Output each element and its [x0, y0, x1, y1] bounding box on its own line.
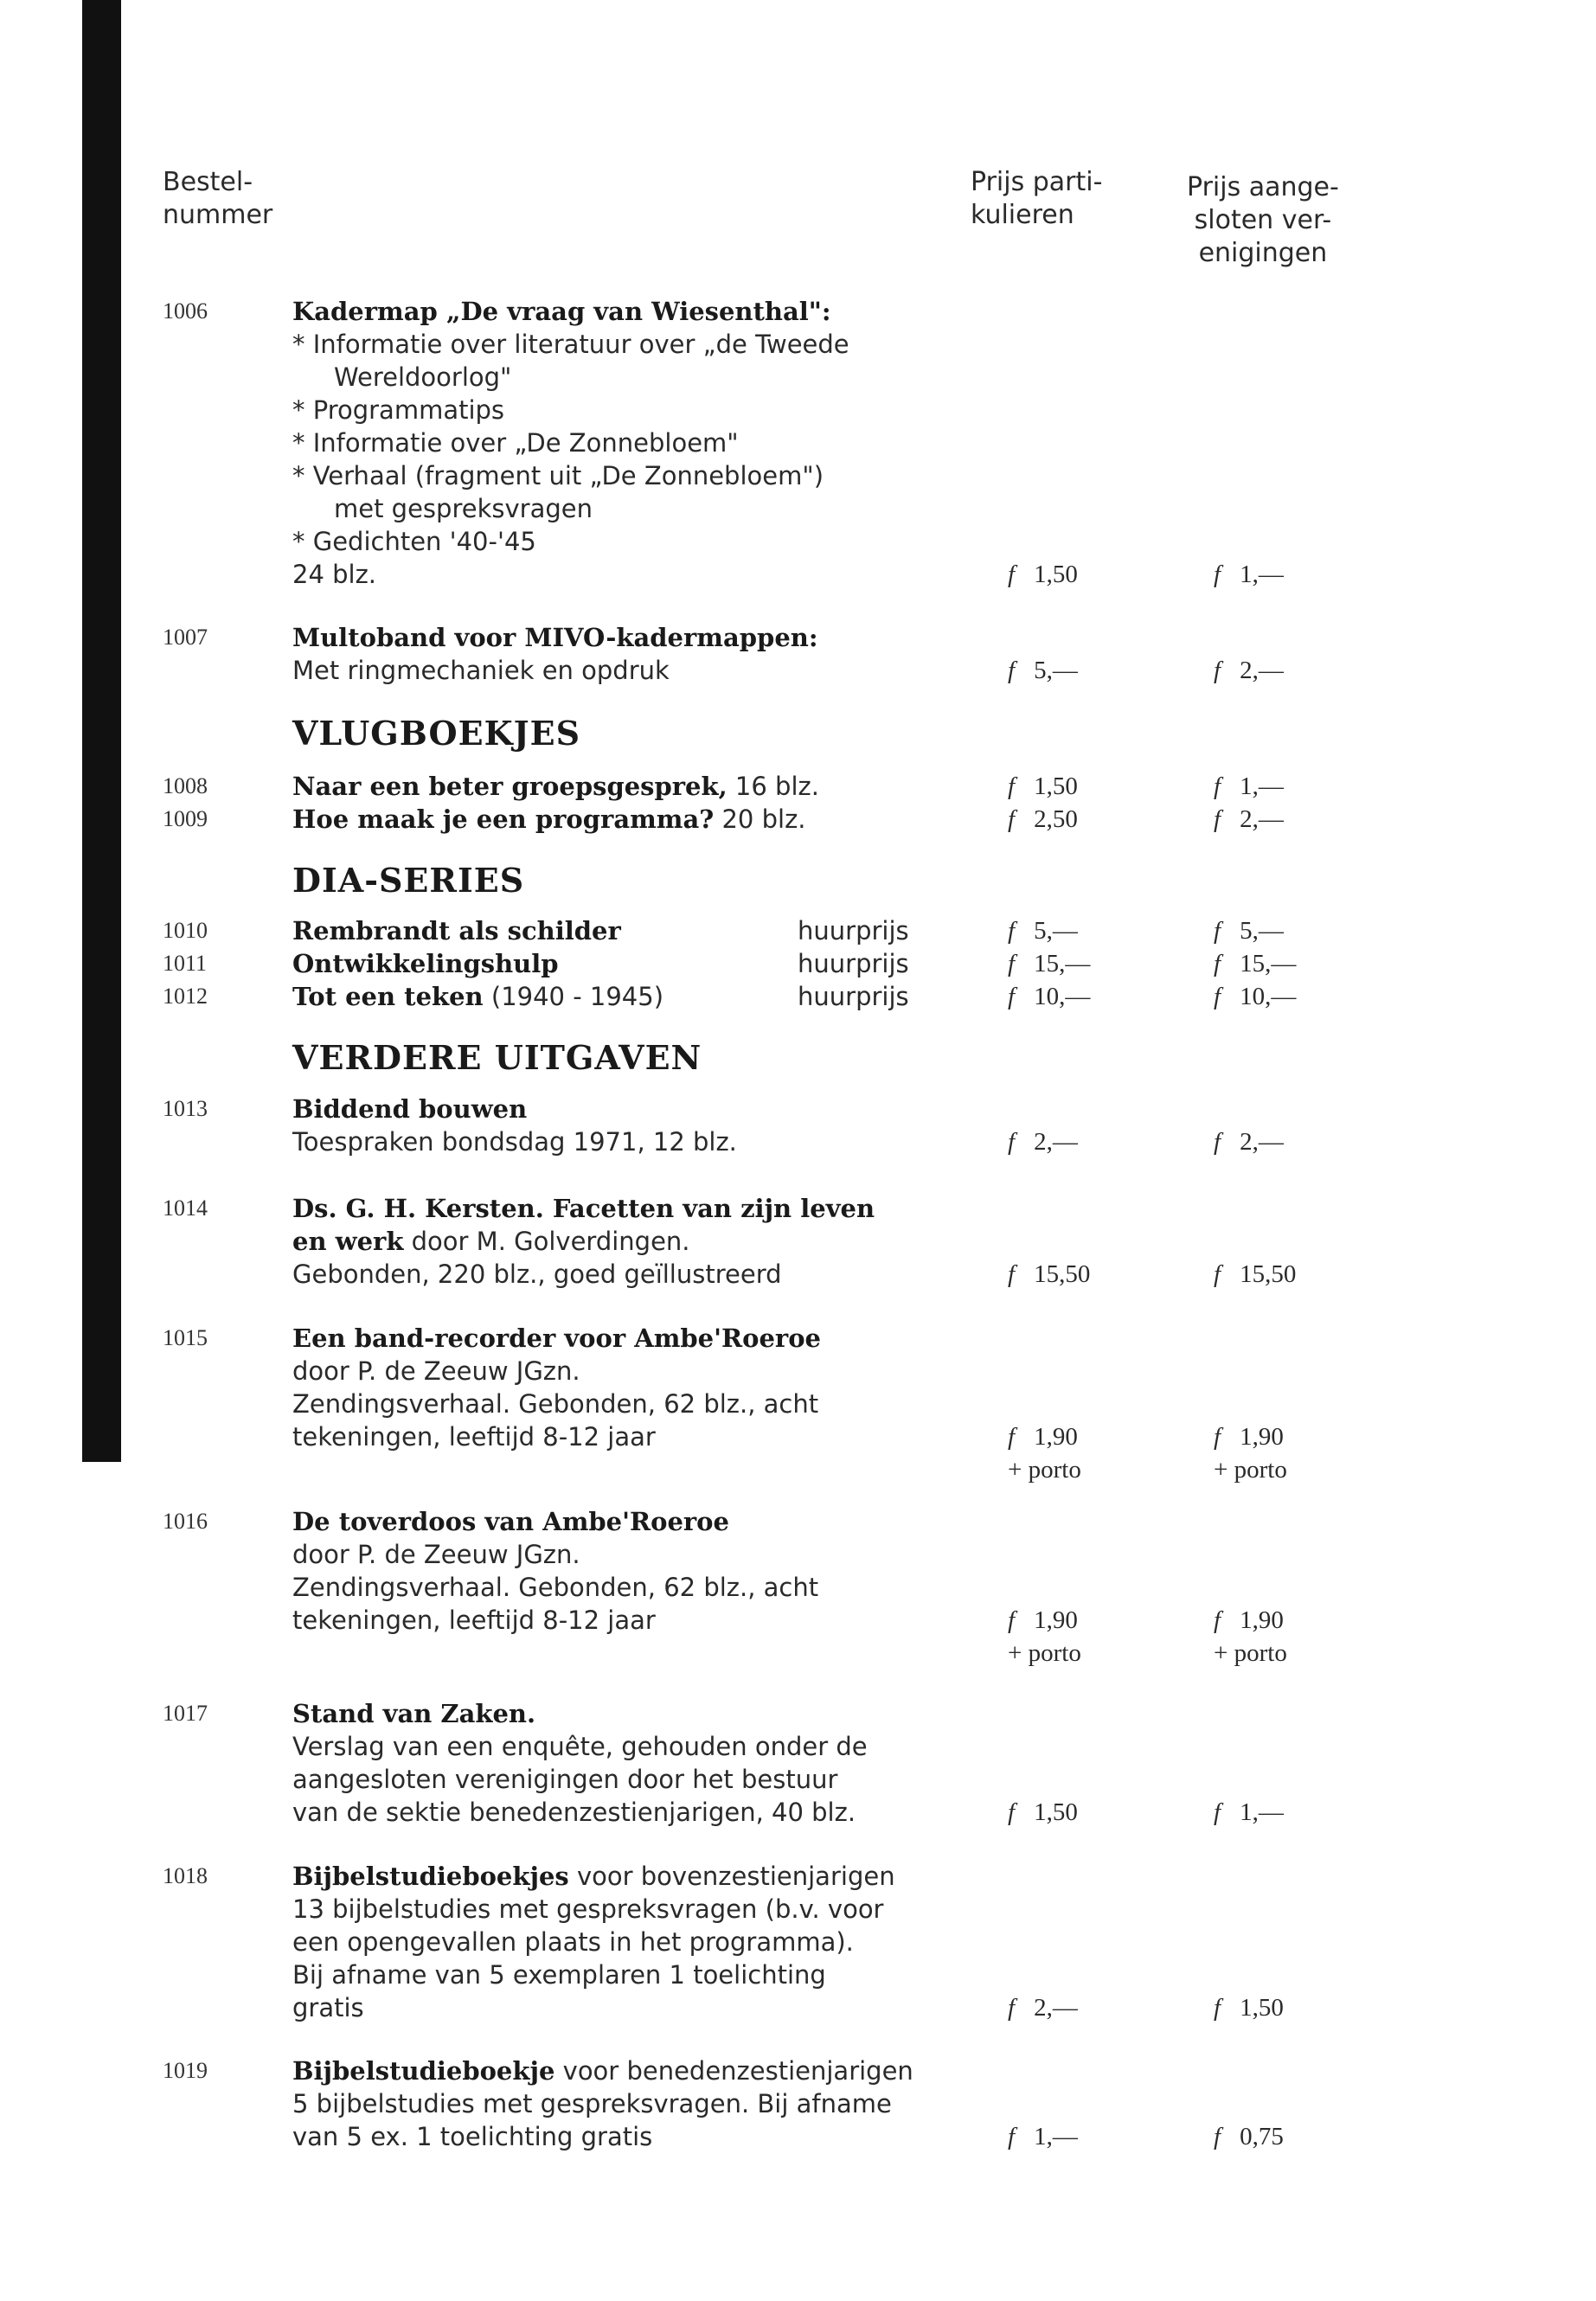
- item-line: Zendingsverhaal. Gebonden, 62 blz., acht: [292, 1389, 819, 1419]
- price-assoc: [1214, 1604, 1284, 1637]
- item-1019: [0, 2054, 1596, 2087]
- price-value: 5,—: [1034, 917, 1078, 945]
- currency-symbol: f: [1214, 1128, 1221, 1156]
- price-assoc: [1214, 1258, 1296, 1291]
- item-title: Een band-recorder voor Ambe'Roeroe: [292, 1324, 821, 1353]
- item-number: 1006: [163, 298, 208, 324]
- item-title: Hoe maak je een programma?: [292, 804, 715, 834]
- price-private: [1008, 1796, 1078, 1829]
- item-author: door M. Golverdingen.: [411, 1227, 690, 1256]
- item-line: een opengevallen plaats in het programma).: [292, 1927, 854, 1957]
- header-order-number-line1: Bestel-: [163, 167, 253, 197]
- item-years: (1940 - 1945): [490, 982, 664, 1011]
- price-assoc: [1214, 558, 1284, 591]
- item-line: gratis: [292, 1993, 364, 2022]
- price-value: 15,—: [1240, 950, 1297, 977]
- item-title-continued: en werk: [292, 1227, 404, 1256]
- item-1009: [0, 803, 1596, 836]
- item-1007: [0, 621, 1596, 654]
- price-value: 2,—: [1034, 1128, 1078, 1156]
- item-title: Tot een teken: [292, 982, 484, 1011]
- item-number: 1008: [163, 773, 208, 798]
- item-title: Stand van Zaken.: [292, 1699, 536, 1728]
- item-number: 1014: [163, 1195, 208, 1221]
- price-assoc: [1214, 1420, 1284, 1453]
- item-title: Naar een beter groepsgesprek,: [292, 772, 727, 801]
- item-audience: voor benedenzestienjarigen: [562, 2056, 913, 2086]
- price-assoc: [1214, 914, 1284, 947]
- header-order-number: [163, 166, 272, 232]
- price-private: [1008, 1991, 1078, 2024]
- item-number: 1019: [163, 2058, 208, 2083]
- price-value: 2,—: [1034, 1994, 1078, 2022]
- currency-symbol: f: [1214, 1423, 1221, 1451]
- price-value: 15,50: [1034, 1260, 1091, 1288]
- rental-note: huurprijs: [798, 916, 909, 945]
- currency-symbol: f: [1008, 983, 1016, 1010]
- price-value: 1,—: [1240, 1798, 1284, 1826]
- item-line: * Programmatips: [292, 395, 505, 425]
- price-assoc: [1214, 770, 1284, 803]
- item-number: 1013: [163, 1096, 208, 1121]
- item-line: Met ringmechaniek en opdruk: [292, 656, 670, 685]
- price-private: [1008, 1604, 1078, 1637]
- item-line: * Verhaal (fragment uit „De Zonnebloem"): [292, 461, 824, 490]
- item-number: 1012: [163, 984, 208, 1009]
- item-line: 5 bijbelstudies met gespreksvragen. Bij afname: [292, 2089, 892, 2118]
- header-price-assoc: [1187, 171, 1339, 270]
- currency-symbol: f: [1008, 950, 1016, 977]
- currency-symbol: f: [1214, 2123, 1221, 2150]
- item-pages: 20 blz.: [721, 804, 806, 834]
- item-number: 1007: [163, 625, 208, 650]
- item-1016: [0, 1505, 1596, 1538]
- price-value: 5,—: [1034, 657, 1078, 684]
- item-number: 1018: [163, 1863, 208, 1888]
- item-line: Gebonden, 220 blz., goed geïllustreerd: [292, 1259, 782, 1289]
- currency-symbol: f: [1008, 805, 1016, 833]
- price-value: 10,—: [1034, 983, 1091, 1010]
- price-value: 1,50: [1240, 1994, 1284, 2022]
- item-title: Rembrandt als schilder: [292, 916, 621, 945]
- currency-symbol: f: [1214, 805, 1221, 833]
- price-private: [1008, 803, 1078, 836]
- header-price-private-line2: kulieren: [971, 200, 1074, 230]
- price-value: 1,90: [1240, 1423, 1284, 1451]
- price-private: [1008, 947, 1090, 980]
- currency-symbol: f: [1214, 917, 1221, 945]
- item-line: Wereldoorlog": [334, 362, 512, 392]
- postage-note: + porto: [1008, 1456, 1081, 1484]
- currency-symbol: f: [1214, 657, 1221, 684]
- item-1014: [0, 1192, 1596, 1225]
- item-line: aangesloten verenigingen door het bestuur: [292, 1765, 838, 1794]
- item-line: door P. de Zeeuw JGzn.: [292, 1356, 580, 1386]
- header-price-private-line1: Prijs parti-: [971, 167, 1103, 197]
- currency-symbol: f: [1214, 561, 1221, 588]
- section-heading-verdere-uitgaven: VERDERE UITGAVEN: [292, 1038, 702, 1077]
- price-private: [1008, 914, 1078, 947]
- currency-symbol: f: [1008, 1423, 1016, 1451]
- item-title: Biddend bouwen: [292, 1094, 528, 1124]
- currency-symbol: f: [1214, 983, 1221, 1010]
- price-assoc: [1214, 654, 1284, 687]
- header-price-private: [971, 166, 1102, 232]
- currency-symbol: f: [1008, 1798, 1016, 1826]
- price-assoc: [1214, 947, 1296, 980]
- item-line: 24 blz.: [292, 560, 377, 589]
- price-assoc: [1214, 803, 1284, 836]
- price-value: 1,—: [1034, 2123, 1078, 2150]
- price-value: 2,—: [1240, 657, 1284, 684]
- item-pages: 16 blz.: [734, 772, 819, 801]
- item-line: Zendingsverhaal. Gebonden, 62 blz., acht: [292, 1573, 819, 1602]
- item-line: Verslag van een enquête, gehouden onder de: [292, 1732, 868, 1761]
- price-value: 1,90: [1034, 1423, 1078, 1451]
- price-value: 1,90: [1034, 1606, 1078, 1634]
- item-1015: [0, 1322, 1596, 1355]
- price-private: [1008, 770, 1078, 803]
- section-heading-dia-series: DIA-SERIES: [292, 861, 525, 900]
- item-1018: [0, 1860, 1596, 1893]
- price-private: [1008, 2120, 1078, 2153]
- item-title: Ontwikkelingshulp: [292, 949, 559, 978]
- currency-symbol: f: [1214, 950, 1221, 977]
- price-assoc: [1214, 980, 1296, 1013]
- section-heading-vlugboekjes: VLUGBOEKJES: [292, 714, 581, 753]
- item-title: Kadermap „De vraag van Wiesenthal":: [292, 297, 831, 326]
- price-assoc: [1214, 1991, 1284, 2024]
- price-assoc: [1214, 2120, 1284, 2153]
- price-value: 1,—: [1240, 772, 1284, 800]
- header-price-assoc-line3: enigingen: [1198, 238, 1328, 268]
- price-private: [1008, 654, 1078, 687]
- currency-symbol: f: [1214, 1798, 1221, 1826]
- item-line: Toespraken bondsdag 1971, 12 blz.: [292, 1127, 737, 1157]
- price-private: [1008, 980, 1090, 1013]
- postage-note: + porto: [1008, 1639, 1081, 1667]
- item-number: 1009: [163, 806, 208, 831]
- currency-symbol: f: [1008, 2123, 1016, 2150]
- item-title: De toverdoos van Ambe'Roeroe: [292, 1507, 729, 1536]
- price-value: 1,50: [1034, 1798, 1078, 1826]
- item-audience: voor bovenzestienjarigen: [576, 1862, 895, 1891]
- currency-symbol: f: [1008, 1128, 1016, 1156]
- currency-symbol: f: [1008, 657, 1016, 684]
- currency-symbol: f: [1008, 1260, 1016, 1288]
- item-line: met gespreksvragen: [334, 494, 593, 523]
- postage-note: + porto: [1214, 1456, 1287, 1484]
- currency-symbol: f: [1008, 917, 1016, 945]
- price-value: 1,90: [1240, 1606, 1284, 1634]
- price-value: 0,75: [1240, 2123, 1284, 2150]
- item-title: Ds. G. H. Kersten. Facetten van zijn leven: [292, 1194, 875, 1223]
- currency-symbol: f: [1214, 1606, 1221, 1634]
- currency-symbol: f: [1214, 772, 1221, 800]
- price-value: 15,—: [1034, 950, 1091, 977]
- item-line: Bij afname van 5 exemplaren 1 toelichting: [292, 1960, 826, 1990]
- item-line: * Informatie over literatuur over „de Tweede: [292, 330, 849, 359]
- price-value: 1,50: [1034, 772, 1078, 800]
- postage-note: + porto: [1214, 1639, 1287, 1667]
- item-number: 1017: [163, 1701, 208, 1726]
- rental-note: huurprijs: [798, 982, 909, 1011]
- item-1013: [0, 1093, 1596, 1125]
- currency-symbol: f: [1214, 1994, 1221, 2022]
- item-line: * Gedichten '40-'45: [292, 527, 536, 556]
- item-1017: [0, 1697, 1596, 1730]
- item-line: van 5 ex. 1 toelichting gratis: [292, 2122, 653, 2151]
- price-value: 1,50: [1034, 561, 1078, 588]
- price-assoc: [1214, 1125, 1284, 1158]
- rental-note: huurprijs: [798, 949, 909, 978]
- price-value: 2,—: [1240, 1128, 1284, 1156]
- item-number: 1010: [163, 918, 208, 943]
- header-order-number-line2: nummer: [163, 200, 273, 230]
- price-value: 1,—: [1240, 561, 1284, 588]
- item-title: Multoband voor MIVO-kadermappen:: [292, 623, 818, 652]
- price-private: [1008, 1420, 1078, 1453]
- item-number: 1011: [163, 951, 208, 976]
- item-title: Bijbelstudieboekje: [292, 2056, 555, 2086]
- currency-symbol: f: [1008, 772, 1016, 800]
- price-assoc: [1214, 1796, 1284, 1829]
- item-1012: [0, 980, 1596, 1013]
- item-line: * Informatie over „De Zonnebloem": [292, 428, 739, 458]
- price-private: [1008, 1258, 1090, 1291]
- item-title: Bijbelstudieboekjes: [292, 1862, 569, 1891]
- currency-symbol: f: [1214, 1260, 1221, 1288]
- price-value: 2,50: [1034, 805, 1078, 833]
- item-1006: [0, 295, 1596, 328]
- header-price-assoc-line2: sloten ver-: [1194, 205, 1332, 235]
- item-line: door P. de Zeeuw JGzn.: [292, 1540, 580, 1569]
- price-private: [1008, 558, 1078, 591]
- item-line: tekeningen, leeftijd 8-12 jaar: [292, 1422, 656, 1452]
- header-price-assoc-line1: Prijs aange-: [1187, 172, 1339, 202]
- item-1011: [0, 947, 1596, 980]
- price-private: [1008, 1125, 1078, 1158]
- price-value: 10,—: [1240, 983, 1297, 1010]
- item-number: 1016: [163, 1509, 208, 1534]
- currency-symbol: f: [1008, 1994, 1016, 2022]
- currency-symbol: f: [1008, 1606, 1016, 1634]
- item-line: van de sektie benedenzestienjarigen, 40 blz.: [292, 1798, 856, 1827]
- price-value: 5,—: [1240, 917, 1284, 945]
- price-value: 2,—: [1240, 805, 1284, 833]
- item-line: 13 bijbelstudies met gespreksvragen (b.v. voor: [292, 1894, 884, 1924]
- price-value: 15,50: [1240, 1260, 1297, 1288]
- item-1010: [0, 914, 1596, 947]
- item-1008: [0, 770, 1596, 803]
- item-line: tekeningen, leeftijd 8-12 jaar: [292, 1606, 656, 1635]
- currency-symbol: f: [1008, 561, 1016, 588]
- item-number: 1015: [163, 1325, 208, 1350]
